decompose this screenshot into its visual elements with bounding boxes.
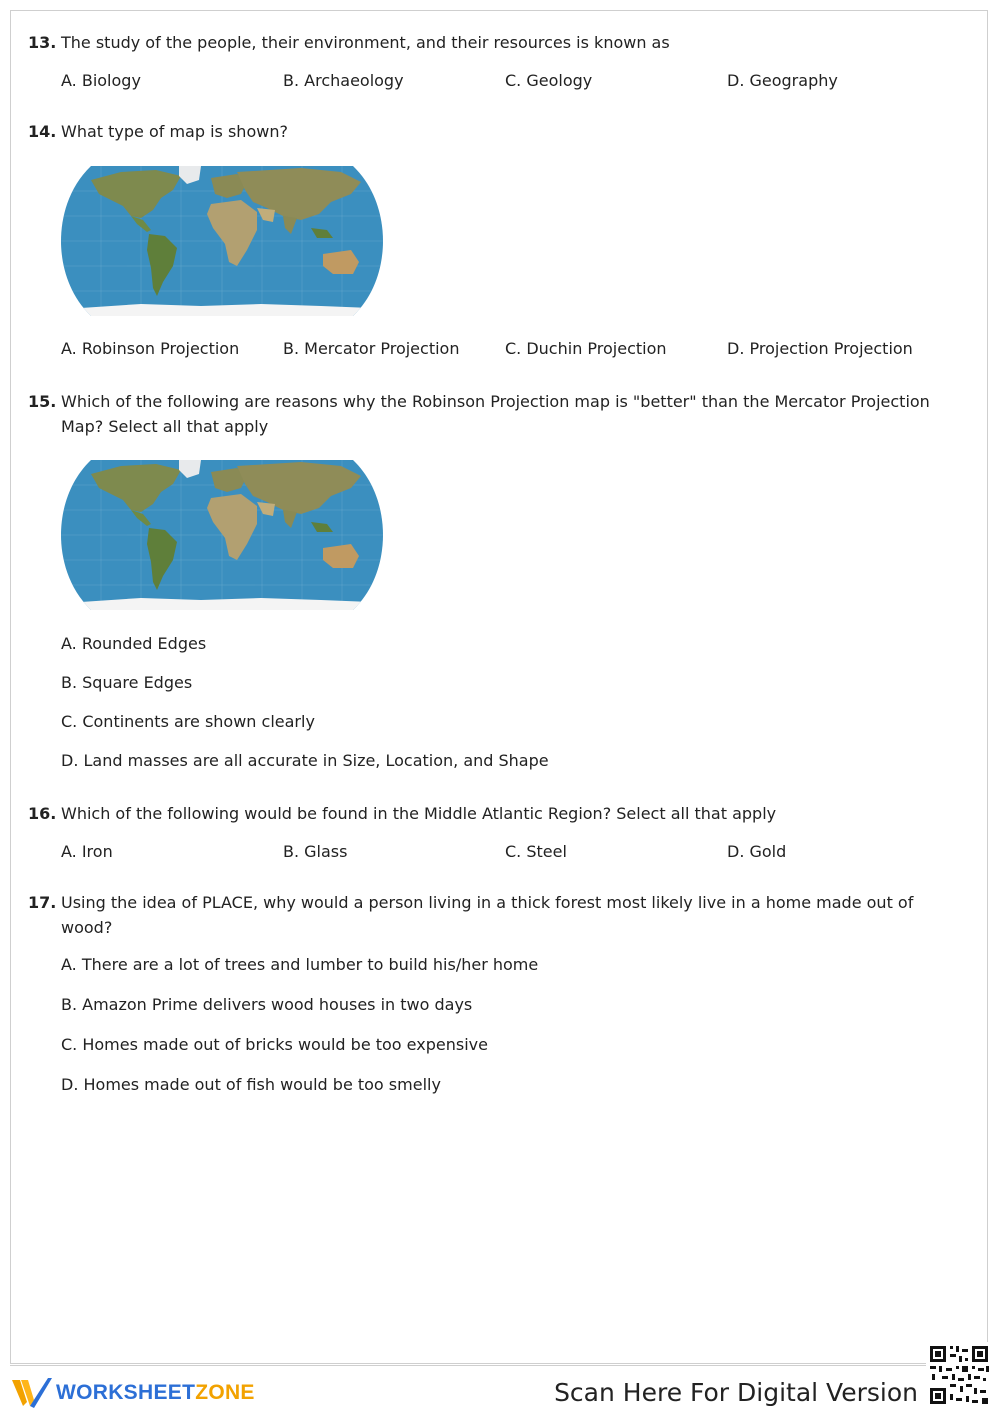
- option-d[interactable]: D. Homes made out of fish would be too smelly: [61, 1075, 441, 1094]
- option-c[interactable]: C. Continents are shown clearly: [61, 712, 315, 731]
- scan-caption: Scan Here For Digital Version: [554, 1378, 918, 1407]
- option-a[interactable]: A. Iron: [61, 842, 113, 861]
- logo-word-worksheet: WORKSHEET: [56, 1381, 196, 1404]
- worksheetzone-logo[interactable]: [10, 1376, 255, 1410]
- logo-word-zone: ZONE: [195, 1381, 255, 1404]
- option-b[interactable]: B. Archaeology: [283, 71, 404, 90]
- option-d[interactable]: D. Projection Projection: [727, 339, 913, 358]
- option-a[interactable]: A. Robinson Projection: [61, 339, 240, 358]
- options-13: [61, 71, 961, 95]
- question-14: [28, 119, 948, 144]
- question-text: Which of the following are reasons why the Robinson Projection map is "better" than the Mercator Projection Map? Select all that apply: [61, 392, 930, 436]
- option-c[interactable]: C. Steel: [505, 842, 567, 861]
- option-c[interactable]: C. Geology: [505, 71, 593, 90]
- world-map-image: [61, 452, 383, 618]
- option-b[interactable]: B. Mercator Projection: [283, 339, 460, 358]
- option-c[interactable]: C. Duchin Projection: [505, 339, 667, 358]
- option-d[interactable]: D. Land masses are all accurate in Size, Location, and Shape: [61, 751, 549, 770]
- question-text: Using the idea of PLACE, why would a person living in a thick forest most likely live in a home made out of wood?: [61, 893, 914, 937]
- options-14: [61, 339, 961, 363]
- question-number: 14.: [28, 122, 57, 141]
- option-a[interactable]: A. Biology: [61, 71, 141, 90]
- qr-code-icon[interactable]: [926, 1342, 992, 1408]
- question-13: [28, 30, 948, 55]
- option-d[interactable]: D. Gold: [727, 842, 787, 861]
- question-number: 13.: [28, 33, 57, 52]
- question-text: Which of the following would be found in the Middle Atlantic Region? Select all that apply: [61, 804, 777, 823]
- question-15: [28, 389, 948, 439]
- option-b[interactable]: B. Amazon Prime delivers wood houses in two days: [61, 995, 473, 1014]
- question-number: 16.: [28, 804, 57, 823]
- question-number: 15.: [28, 392, 57, 411]
- question-text: What type of map is shown?: [61, 122, 288, 141]
- question-text: The study of the people, their environment, and their resources is known as: [61, 33, 670, 52]
- options-16: [61, 842, 961, 866]
- option-b[interactable]: B. Square Edges: [61, 673, 193, 692]
- worksheetzone-logo-icon: [10, 1376, 52, 1410]
- option-d[interactable]: D. Geography: [727, 71, 838, 90]
- world-map-image: [61, 158, 383, 324]
- option-a[interactable]: A. Rounded Edges: [61, 634, 207, 653]
- option-c[interactable]: C. Homes made out of bricks would be too expensive: [61, 1035, 488, 1054]
- option-a[interactable]: A. There are a lot of trees and lumber to build his/her home: [61, 955, 539, 974]
- footer-divider: [10, 1365, 990, 1366]
- question-16: [28, 801, 948, 826]
- question-number: 17.: [28, 893, 57, 912]
- option-b[interactable]: B. Glass: [283, 842, 348, 861]
- question-17: [28, 890, 948, 940]
